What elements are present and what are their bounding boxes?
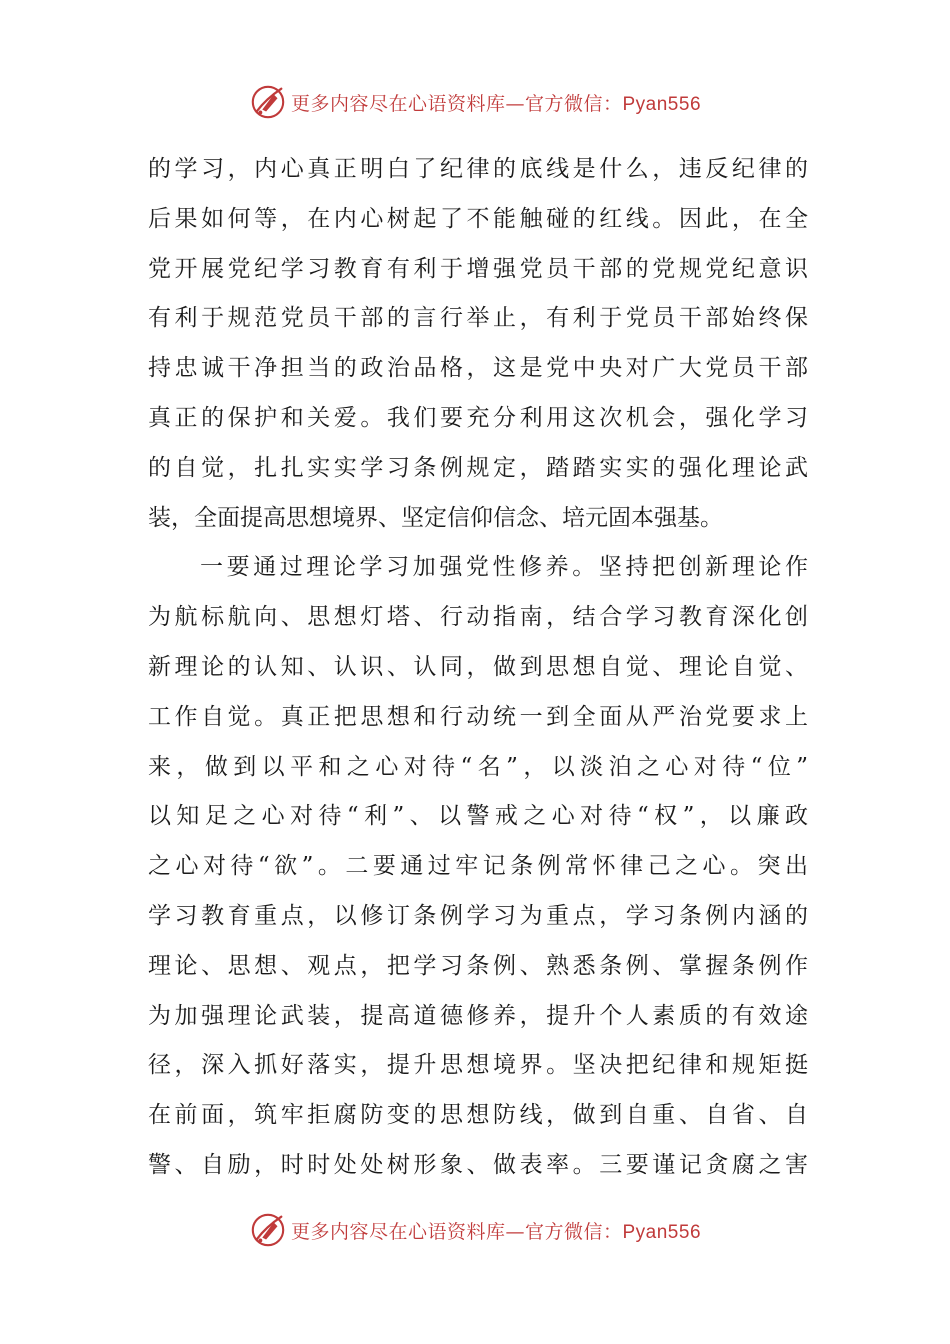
watermark-wechat-label: 官方微信：: [524, 1220, 623, 1243]
text-line: 警、自励，时时处处树形象、做表率。三要谨记贪腐之害: [148, 1151, 808, 1178]
watermark-wechat-label: 官方微信：: [524, 92, 623, 115]
text-line: 持忠诚干净担当的政治品格，这是党中央对广大党员干部: [148, 355, 808, 382]
watermark-main-text: 更多内容尽在心语资料库: [290, 1220, 506, 1243]
text-line: 以知足之心对待“利”、以警戒之心对待“权”，以廉政: [148, 803, 808, 830]
document-body: [148, 145, 808, 1191]
watermark-dash: —: [505, 1220, 525, 1243]
pen-logo-icon: [249, 83, 287, 121]
pen-logo-icon: [249, 1211, 287, 1249]
text-line: 一要通过理论学习加强党性修养。坚持把创新理论作: [200, 554, 808, 581]
text-line: 装，全面提高思想境界、坚定信仰信念、培元固本强基。: [148, 504, 723, 531]
text-line: 为加强理论武装，提高道德修养，提升个人素质的有效途: [148, 1002, 808, 1029]
text-line: 为航标航向、思想灯塔、行动指南，结合学习教育深化创: [148, 604, 808, 631]
text-line: 学习教育重点，以修订条例学习为重点，学习条例内涵的: [148, 902, 808, 929]
text-line: 有利于规范党员干部的言行举止，有利于党员干部始终保: [148, 305, 808, 332]
text-line: 在前面，筑牢拒腐防变的思想防线，做到自重、自省、自: [148, 1102, 808, 1129]
footer-watermark: [0, 1210, 950, 1250]
text-line: 的学习，内心真正明白了纪律的底线是什么，违反纪律的: [148, 156, 808, 182]
text-line: 党开展党纪学习教育有利于增强党员干部的党规党纪意识: [148, 255, 808, 282]
watermark-text: [291, 1217, 701, 1244]
text-line: 之心对待“欲”。二要通过牢记条例常怀律己之心。突出: [148, 853, 808, 880]
text-line: 的自觉，扎扎实实学习条例规定，踏踏实实的强化理论武: [148, 454, 808, 481]
text-line: 径，深入抓好落实，提升思想境界。坚决把纪律和规矩挺: [148, 1052, 808, 1079]
text-line: 新理论的认知、认识、认同，做到思想自觉、理论自觉、: [148, 653, 808, 680]
text-line: 工作自觉。真正把思想和行动统一到全面从严治党要求上: [148, 703, 808, 730]
text-line: 真正的保护和关爱。我们要充分利用这次机会，强化学习: [148, 404, 808, 431]
watermark-wechat-id: Pyan556: [622, 1221, 702, 1243]
watermark-dash: —: [505, 92, 525, 115]
header-watermark: [0, 82, 950, 122]
text-line: 后果如何等，在内心树起了不能触碰的红线。因此，在全: [148, 205, 808, 232]
watermark-main-text: 更多内容尽在心语资料库: [290, 92, 506, 115]
watermark-wechat-id: Pyan556: [622, 93, 702, 115]
text-line: 理论、思想、观点，把学习条例、熟悉条例、掌握条例作: [148, 952, 808, 979]
watermark-text: [291, 89, 701, 116]
text-line: 来，做到以平和之心对待“名”，以淡泊之心对待“位”: [148, 753, 808, 780]
